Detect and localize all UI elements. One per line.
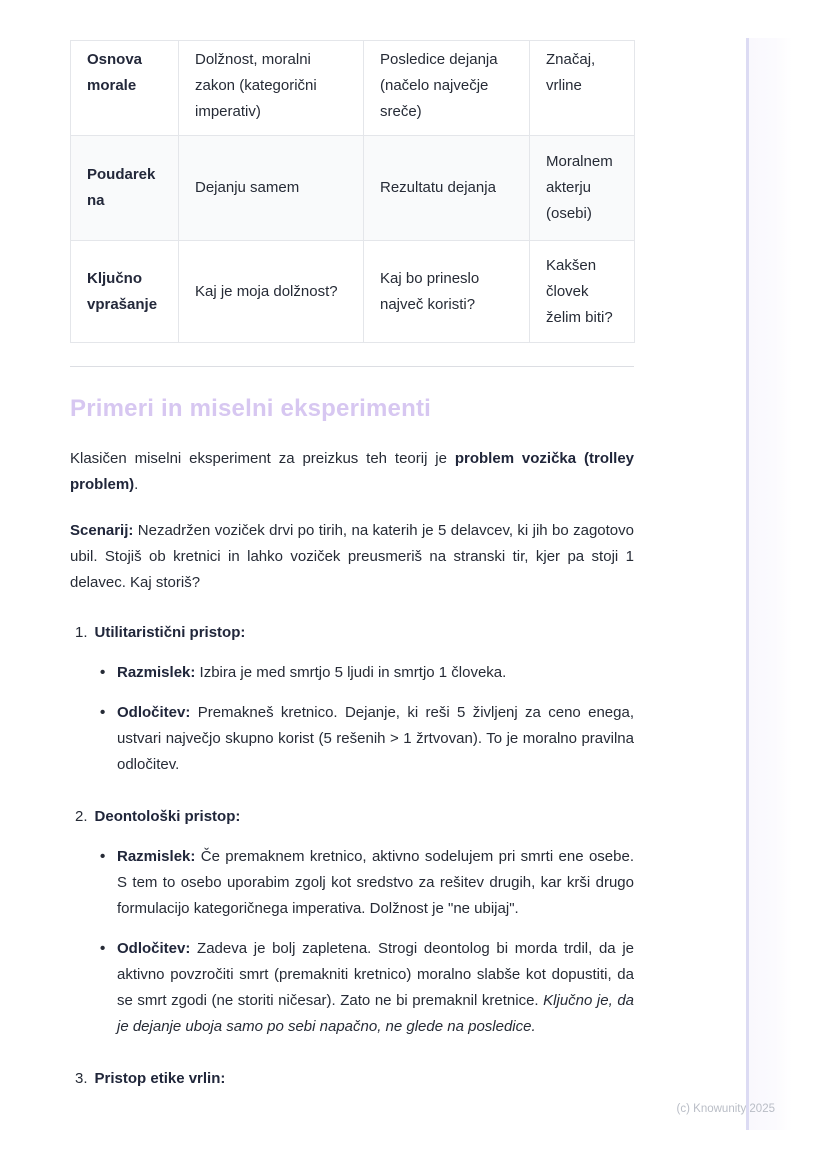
scenario-label: Scenarij: [70, 521, 134, 539]
list-number: 2. [75, 807, 88, 825]
document-content [70, 40, 634, 1118]
bullet-text: Če premaknem kretnico, aktivno sodelujem pri smrti ene osebe. S tem to osebo uporabim zgolj kot sredstvo za rešitev drugih, kar krši drugo formulacijo kategoričnega imperativa. Dolžnost je "ne ubijaj". [117, 847, 634, 917]
sub-list [75, 844, 634, 1040]
bullet-item [100, 700, 634, 778]
intro-tail: . [134, 475, 139, 493]
bullet-label: Razmislek: [117, 847, 196, 865]
table-cell: Rezultatu dejanja [364, 136, 530, 241]
bullet-text: Izbira je med smrtjo 5 ljudi in smrtjo 1 človeka. [195, 663, 507, 681]
table-cell: Kaj je moja dolžnost? [179, 241, 364, 343]
table-cell: Značaj, vrline [530, 41, 635, 136]
intro-bold: problem vozička (trolley problem) [70, 449, 635, 493]
row-header: Osnova morale [71, 41, 179, 136]
approaches-list [70, 620, 634, 1092]
bullet-item [100, 936, 634, 1040]
row-header: Poudarek na [71, 136, 179, 241]
bullet-item [100, 844, 634, 922]
bullet-icon: • [100, 939, 106, 957]
list-item [75, 1066, 634, 1092]
sub-list [75, 660, 634, 778]
table-row [71, 41, 635, 136]
table-cell: Kaj bo prineslo največ koristi? [364, 241, 530, 343]
table-cell: Dolžnost, moralni zakon (kategorični imperativ) [179, 41, 364, 136]
bullet-icon: • [100, 663, 106, 681]
list-number: 1. [75, 623, 88, 641]
list-title: Utilitaristični pristop: [94, 623, 246, 641]
copyright-watermark: (c) Knowunity 2025 [676, 1103, 775, 1115]
table-row [71, 136, 635, 241]
bullet-text: Zadeva je bolj zapletena. Strogi deontolog bi morda trdil, da je aktivno povzročiti smrt (premakniti kretnico) moralno slabše kot dopustiti, da se smrt zgodi (ne storiti ničesar). Zato ne bi premaknil kretnice. [117, 939, 634, 1009]
list-item [75, 620, 634, 778]
bullet-label: Odločitev: [117, 939, 191, 957]
list-number: 3. [75, 1069, 88, 1087]
comparison-table [70, 40, 635, 343]
next-page-edge [746, 38, 792, 1130]
row-header: Ključno vprašanje [71, 241, 179, 343]
table-cell: Dejanju samem [179, 136, 364, 241]
bullet-label: Razmislek: [117, 663, 196, 681]
intro-paragraph [70, 446, 634, 498]
table-row [71, 241, 635, 343]
section-divider [70, 366, 634, 367]
table-cell: Moralnem akterju (osebi) [530, 136, 635, 241]
list-item [75, 804, 634, 1040]
bullet-icon: • [100, 847, 106, 865]
intro-text: Klasičen miselni eksperiment za preizkus teh teorij je [70, 449, 455, 467]
scenario-text: Nezadržen voziček drvi po tirih, na katerih je 5 delavcev, ki jih bo zagotovo ubil. Stojiš ob kretnici in lahko voziček preusmeriš na stranski tir, kjer pa stoji 1 delavec. Kaj storiš? [70, 521, 634, 591]
section-heading: Primeri in miselni eksperimenti [70, 395, 432, 422]
bullet-label: Odločitev: [117, 703, 191, 721]
bullet-italic: Ključno je, da je dejanje uboja samo po sebi napačno, ne glede na posledice. [117, 991, 635, 1035]
bullet-item [100, 660, 634, 686]
bullet-icon: • [100, 703, 106, 721]
scenario-paragraph [70, 518, 634, 596]
table-cell: Kakšen človek želim biti? [530, 241, 635, 343]
bullet-text: Premakneš kretnico. Dejanje, ki reši 5 življenj za ceno enega, ustvari največjo skupno korist (5 rešenih > 1 žrtvovan). To je moralno pravilna odločitev. [117, 703, 634, 773]
list-title: Pristop etike vrlin: [94, 1069, 226, 1087]
table-cell: Posledice dejanja (načelo največje sreče) [364, 41, 530, 136]
list-title: Deontološki pristop: [94, 807, 241, 825]
